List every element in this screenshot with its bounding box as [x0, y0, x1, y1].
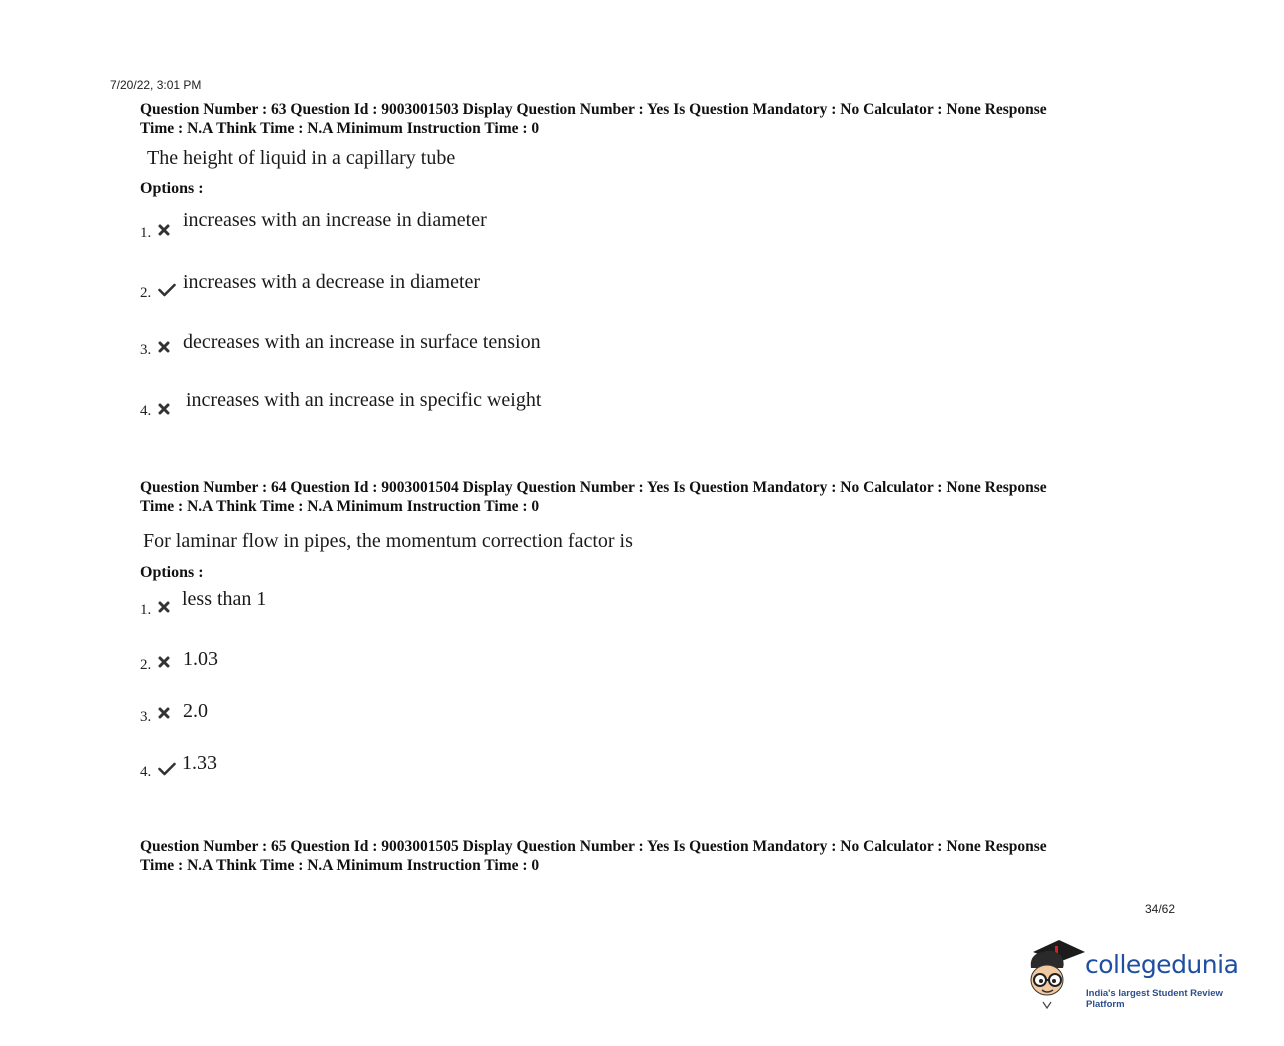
check-icon [158, 283, 176, 297]
question-text-63: The height of liquid in a capillary tube [147, 147, 456, 169]
option-text: 2.0 [183, 700, 208, 722]
cross-icon [158, 341, 172, 355]
option-64-3 [140, 700, 840, 730]
option-63-1 [140, 210, 840, 240]
timestamp: 7/20/22, 3:01 PM [110, 78, 202, 92]
question-meta-line1: Question Number : 63 Question Id : 9003001503 Display Question Number : Yes Is Question Mandatory : No Calculator : None Response [140, 101, 1047, 118]
question-meta-64 [140, 478, 1170, 516]
option-number: 2. [140, 285, 152, 301]
option-text: increases with an increase in specific weight [186, 389, 542, 411]
question-meta-65 [140, 837, 1170, 875]
option-text: 1.33 [182, 752, 217, 774]
option-64-1 [140, 588, 840, 618]
option-63-3 [140, 331, 840, 361]
question-meta-line1: Question Number : 64 Question Id : 9003001504 Display Question Number : Yes Is Question Mandatory : No Calculator : None Response [140, 479, 1047, 496]
option-64-4 [140, 752, 840, 782]
cross-icon [158, 601, 172, 615]
option-64-2 [140, 648, 840, 678]
page-number: 34/62 [1145, 902, 1176, 916]
check-icon [158, 762, 176, 776]
option-number: 3. [140, 709, 152, 725]
option-number: 4. [140, 403, 152, 419]
option-63-2 [140, 272, 840, 302]
cross-icon [158, 224, 172, 238]
option-number: 2. [140, 657, 152, 673]
question-text-64: For laminar flow in pipes, the momentum correction factor is [143, 530, 633, 552]
logo-wordmark: collegedunia [1085, 950, 1239, 979]
cross-icon [158, 707, 172, 721]
option-number: 3. [140, 342, 152, 358]
option-number: 1. [140, 225, 152, 241]
option-text: decreases with an increase in surface tension [183, 331, 541, 353]
mascot-icon [1025, 938, 1087, 1010]
cross-icon [158, 403, 172, 417]
option-number: 1. [140, 602, 152, 618]
question-meta-line2: Time : N.A Think Time : N.A Minimum Instruction Time : 0 [140, 120, 540, 137]
option-text: less than 1 [182, 588, 267, 610]
option-text: increases with an increase in diameter [183, 209, 487, 231]
option-text: 1.03 [183, 648, 218, 670]
question-meta-63 [140, 100, 1170, 138]
option-text: increases with a decrease in diameter [183, 271, 481, 293]
question-meta-line2: Time : N.A Think Time : N.A Minimum Instruction Time : 0 [140, 857, 540, 874]
cross-icon [158, 656, 172, 670]
option-number: 4. [140, 764, 152, 780]
options-label: Options : [140, 564, 204, 581]
collegedunia-logo [1025, 938, 1255, 1010]
options-label: Options : [140, 180, 204, 197]
option-63-4 [140, 389, 840, 419]
question-meta-line2: Time : N.A Think Time : N.A Minimum Instruction Time : 0 [140, 498, 540, 515]
question-meta-line1: Question Number : 65 Question Id : 9003001505 Display Question Number : Yes Is Question Mandatory : No Calculator : None Response [140, 838, 1047, 855]
logo-tagline: India's largest Student Review Platform [1086, 988, 1223, 1010]
